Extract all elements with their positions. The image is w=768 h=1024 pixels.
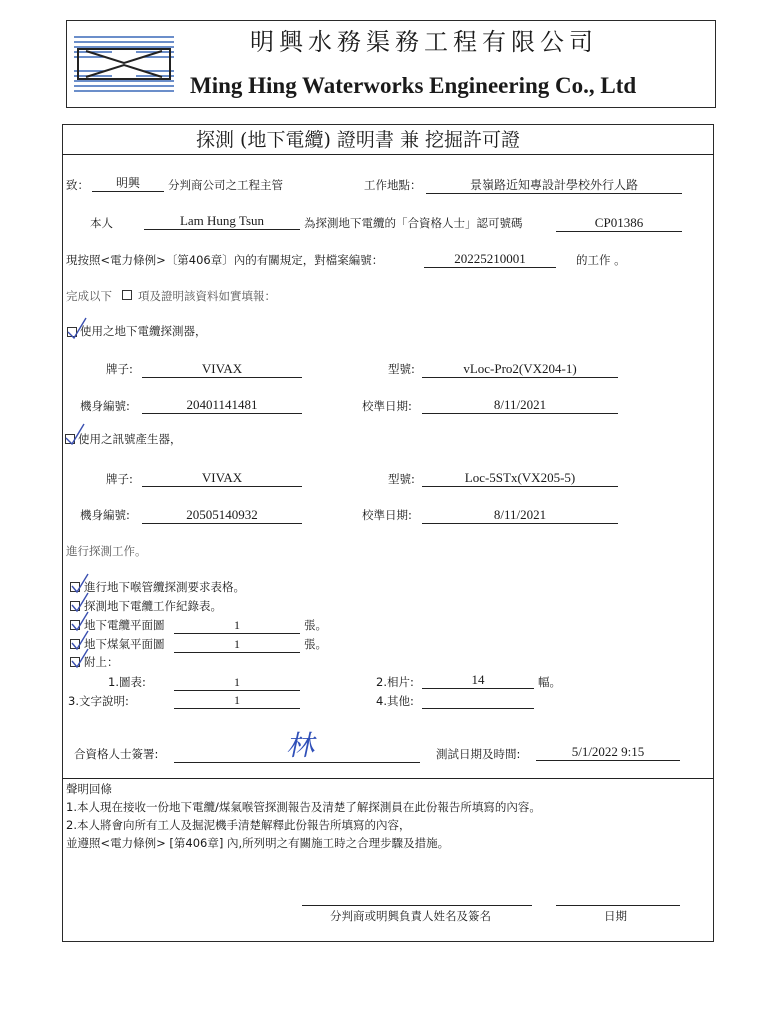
gas-plan-count-field[interactable]: 1: [174, 636, 300, 653]
file-number-field[interactable]: 20225210001: [424, 251, 556, 268]
regulation-text: 現按照<電力條例>〔第406章〕內的有關規定，對檔案編號：: [66, 253, 384, 267]
test-datetime-label: 測試日期及時間:: [436, 747, 521, 761]
company-name-english: Ming Hing Waterworks Engineering Co., Ltd: [190, 73, 637, 98]
attach-item1-label: 1.圖表:: [108, 675, 146, 689]
generator-serial-field[interactable]: 20505140932: [142, 507, 302, 524]
detector-model-label: 型號:: [388, 362, 415, 376]
detector-label: 使用之地下電纜探測器，: [80, 324, 207, 338]
company-name-chinese: 明興水務渠務工程有限公司: [250, 28, 598, 56]
site-label: 工作地點：: [364, 178, 422, 192]
declaration-divider: [62, 778, 714, 779]
detector-calib-field[interactable]: 8/11/2021: [422, 397, 618, 414]
generator-serial-label: 機身編號:: [80, 508, 130, 522]
attach-item2-unit: 幅。: [538, 675, 561, 689]
declaration-line-3: 並遵照<電力條例> [第406章] 內,所列明之有關施工時之合理步驟及措施。: [66, 836, 450, 850]
attach-item3-field[interactable]: 1: [174, 692, 300, 709]
generator-label: 使用之訊號產生器，: [78, 432, 182, 446]
checklist-item-4: 地下煤氣平面圖: [84, 637, 165, 651]
checklist-item-1: 進行地下喉管纜探測要求表格。: [84, 580, 245, 594]
detector-brand-field[interactable]: VIVAX: [142, 361, 302, 378]
attach-item2-field[interactable]: 14: [422, 672, 534, 689]
company-logo: [72, 33, 176, 95]
complete-count-checkbox[interactable]: [122, 290, 132, 300]
declaration-title: 聲明回條: [66, 782, 112, 796]
complete-suffix: 項及證明該資料如實填報：: [138, 289, 276, 303]
signature-label: 合資格人士簽署:: [74, 747, 159, 761]
generator-calib-field[interactable]: 8/11/2021: [422, 507, 618, 524]
attach-item4-field[interactable]: [422, 692, 534, 709]
complete-text: 完成以下: [66, 289, 112, 303]
checklist-item-2: 探測地下電纜工作紀錄表。: [84, 599, 222, 613]
attach-item4-label: 4.其他:: [376, 694, 414, 708]
regulation-suffix: 的工作 。: [576, 253, 626, 267]
form-title: 探測 (地下電纜) 證明書 兼 挖掘許可證: [196, 129, 520, 151]
person-mid-text: 為探測地下電纜的「合資格人士」認可號碼: [304, 216, 523, 230]
detector-model-field[interactable]: vLoc-Pro2(VX204-1): [422, 361, 618, 378]
to-field[interactable]: 明興: [92, 175, 164, 192]
declaration-line-1: 1.本人現在接收一份地下電纜/煤氣喉管探測報告及清楚了解探測員在此份報告所填寫的內容。: [66, 800, 541, 814]
generator-model-field[interactable]: Loc-5STx(VX205-5): [422, 470, 618, 487]
title-divider: [62, 154, 714, 155]
sheet-unit-1: 張。: [304, 618, 327, 632]
survey-text: 進行探測工作。: [66, 544, 147, 558]
detector-calib-label: 校準日期:: [362, 399, 412, 413]
person-label: 本人: [90, 216, 113, 230]
attach-item3-label: 3.文字說明:: [68, 694, 129, 708]
detector-serial-field[interactable]: 20401141481: [142, 397, 302, 414]
signature-mark: 林: [284, 729, 320, 762]
declaration-line-2: 2.本人將會向所有工人及掘泥機手清楚解釋此份報告所填寫的內容，: [66, 818, 411, 832]
to-label: 致：: [66, 178, 89, 192]
generator-model-label: 型號:: [388, 472, 415, 486]
generator-brand-label: 牌子:: [106, 472, 133, 486]
detector-serial-label: 機身編號:: [80, 399, 130, 413]
date-sign-line[interactable]: [556, 905, 680, 906]
attach-item1-field[interactable]: 1: [174, 674, 300, 691]
checklist-item-3: 地下電纜平面圖: [84, 618, 165, 632]
site-field[interactable]: 景嶺路近知專設計學校外行人路: [426, 177, 682, 194]
signature-line[interactable]: [174, 762, 420, 763]
generator-brand-field[interactable]: VIVAX: [142, 470, 302, 487]
checklist-item-5: 附上：: [84, 655, 119, 669]
date-label: 日期: [604, 909, 627, 923]
sheet-unit-2: 張。: [304, 637, 327, 651]
generator-calib-label: 校準日期:: [362, 508, 412, 522]
responsible-sign-label: 分判商或明興負責人姓名及簽名: [330, 909, 491, 923]
electric-plan-count-field[interactable]: 1: [174, 617, 300, 634]
test-datetime-field[interactable]: 5/1/2022 9:15: [536, 744, 680, 761]
to-suffix: 分判商公司之工程主管: [168, 178, 283, 192]
person-field[interactable]: Lam Hung Tsun: [144, 213, 300, 230]
responsible-sign-line[interactable]: [302, 905, 532, 906]
detector-brand-label: 牌子:: [106, 362, 133, 376]
attach-item2-label: 2.相片:: [376, 675, 414, 689]
license-field[interactable]: CP01386: [556, 215, 682, 232]
